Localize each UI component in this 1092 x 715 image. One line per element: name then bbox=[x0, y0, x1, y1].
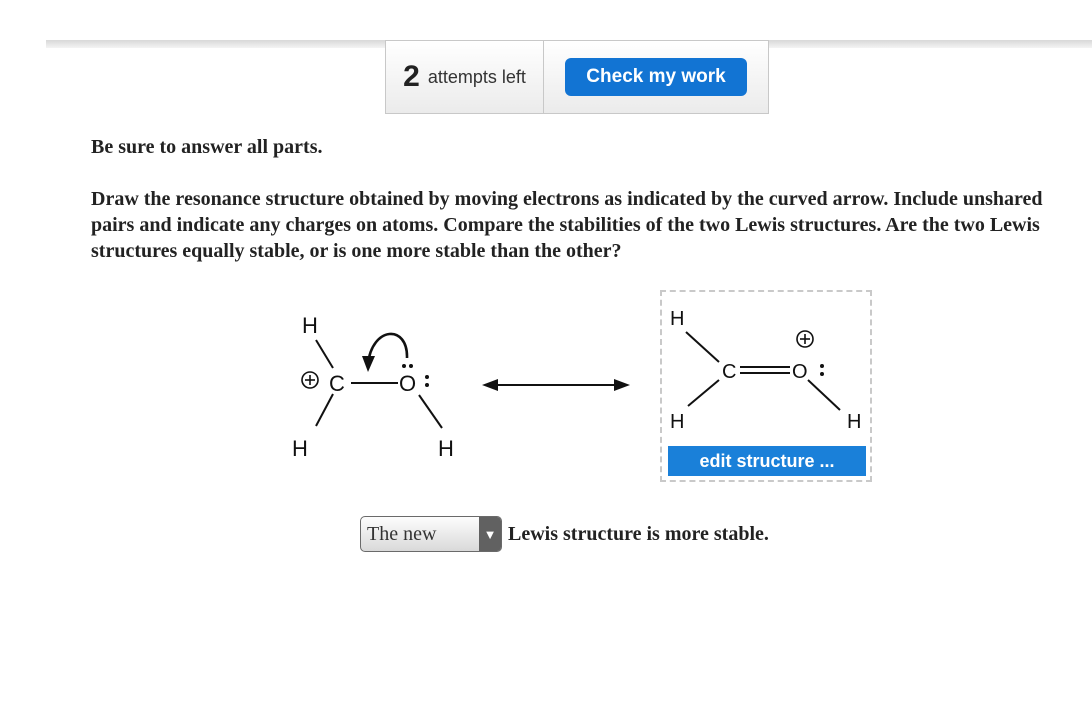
bond-c-h-bottom bbox=[316, 394, 333, 426]
curved-arrow-icon bbox=[362, 334, 407, 372]
check-my-work-button[interactable]: Check my work bbox=[565, 58, 747, 96]
atom-h-bottom-right: H bbox=[438, 436, 454, 461]
atom-h-top: H bbox=[670, 308, 685, 330]
bond-o-h bbox=[808, 380, 840, 410]
dropdown-selected-value: The new bbox=[367, 522, 437, 545]
answer-suffix-text: Lewis structure is more stable. bbox=[508, 522, 769, 545]
answer-all-parts-instruction: Be sure to answer all parts. bbox=[91, 136, 323, 158]
dropdown-arrow-icon: ▼ bbox=[479, 517, 501, 551]
edit-structure-button[interactable]: edit structure ... bbox=[668, 446, 866, 476]
answer-row bbox=[360, 516, 769, 552]
bond-c-h-top bbox=[686, 332, 719, 362]
drawing-area[interactable] bbox=[660, 290, 872, 482]
attempts-count: 2 bbox=[403, 60, 420, 93]
question-prompt: Draw the resonance structure obtained by moving electrons as indicated by the curved arrow. Include unshared pairs and indicate any charges on atoms. Compare the stabilities of the two Lewis structures. Are the two Lewis structures equally stable, or is one more stable than the other? bbox=[91, 188, 1043, 262]
atom-h-bottom-left: H bbox=[670, 411, 685, 432]
left-lewis-structure bbox=[270, 296, 480, 476]
atom-c: C bbox=[329, 371, 345, 396]
attempts-indicator bbox=[386, 41, 544, 113]
positive-charge-icon bbox=[302, 372, 318, 388]
atom-h-bottom-left: H bbox=[292, 436, 308, 461]
attempts-label: attempts left bbox=[427, 66, 526, 87]
bond-c-h-bottom bbox=[688, 380, 719, 406]
bond-c-h-top bbox=[316, 340, 333, 368]
resonance-arrow-icon bbox=[478, 372, 634, 398]
lone-pair-dots bbox=[820, 364, 824, 376]
attempts-panel bbox=[385, 40, 769, 114]
positive-charge-icon bbox=[797, 331, 813, 347]
check-work-container bbox=[544, 41, 768, 113]
atom-c: C bbox=[722, 361, 737, 383]
bond-o-h bbox=[419, 395, 442, 428]
right-lewis-structure bbox=[662, 292, 870, 432]
atom-h-top: H bbox=[302, 313, 318, 338]
atom-o: O bbox=[792, 361, 808, 383]
atom-o: O bbox=[399, 371, 417, 396]
stability-dropdown[interactable] bbox=[360, 516, 502, 552]
atom-h-bottom-right: H bbox=[847, 411, 862, 432]
